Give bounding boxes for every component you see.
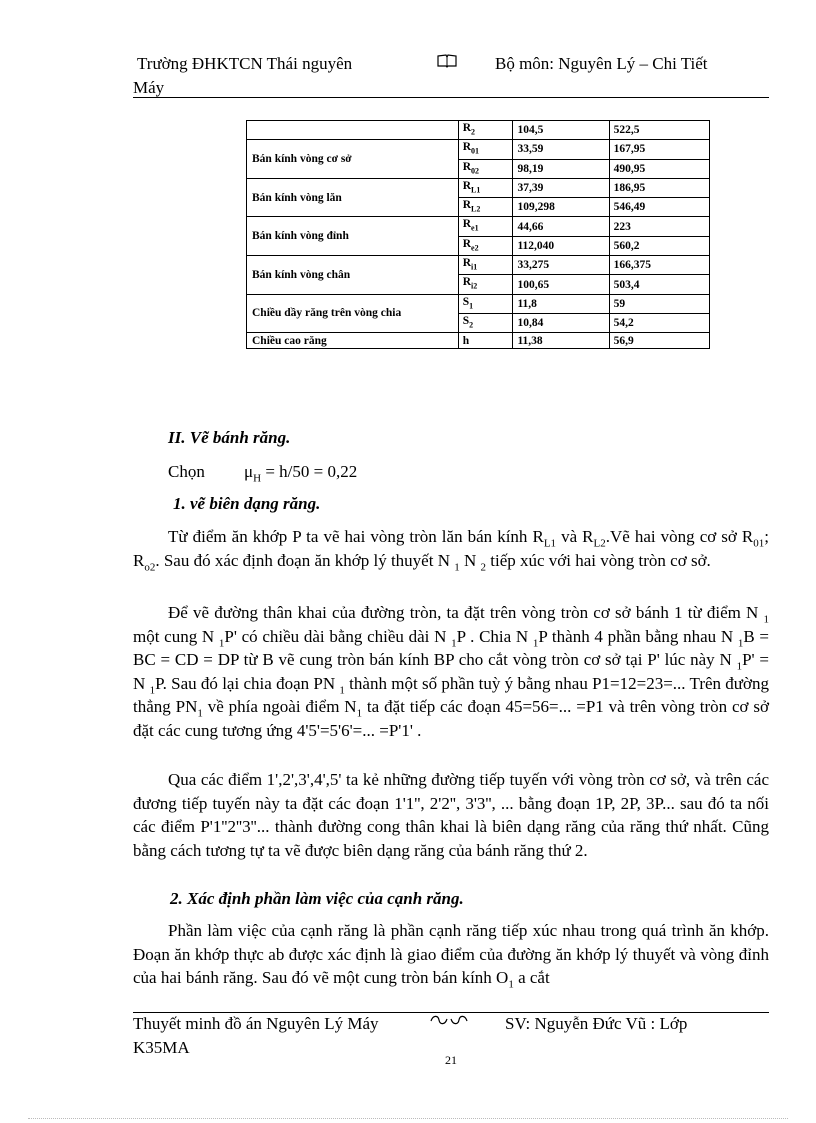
table-cell: Chiều cao răng	[247, 333, 459, 349]
table-row	[247, 178, 710, 197]
ornament-icon	[429, 1012, 469, 1036]
table-cell: $S_1$	[458, 294, 513, 313]
table-cell: 98,19	[513, 159, 609, 178]
table-cell: 10,84	[513, 313, 609, 332]
table-cell: 503,4	[609, 275, 709, 294]
table-cell: 44,66	[513, 217, 609, 236]
table-cell: Bán kính vòng lăn	[247, 178, 459, 217]
subsection-heading: 2. Xác định phần làm việc của cạnh răng.	[170, 889, 464, 908]
footer-title: Thuyết minh đồ án Nguyên Lý Máy	[133, 1014, 379, 1033]
table-cell: $R_{i2}$	[458, 275, 513, 294]
table-cell: $S_2$	[458, 313, 513, 332]
table-cell: $R_{01}$	[458, 140, 513, 159]
table-cell: 223	[609, 217, 709, 236]
subsection-heading: 1. vẽ biên dạng răng.	[173, 494, 321, 513]
section-heading: II. Vẽ bánh răng.	[168, 428, 291, 447]
table-cell: $R_{L2}$	[458, 198, 513, 217]
header-department: Bộ môn: Nguyên Lý – Chi Tiết	[495, 54, 708, 73]
table-cell: 490,95	[609, 159, 709, 178]
table-cell: 560,2	[609, 236, 709, 255]
table-cell: 37,39	[513, 178, 609, 197]
table-cell	[247, 121, 459, 140]
table-row	[247, 256, 710, 275]
table-cell: $R_{i1}$	[458, 256, 513, 275]
paragraph: Từ điểm ăn khớp P ta vẽ hai vòng tròn lăn bán kính $R_{L1}$ và $R_{L2}.Vẽ$ hai vòng cơ sở $R_{01}$; $R_{o2}$. Sau đó xác định đoạn ăn khớp lý thuyết N $_1$ N $_2$ tiếp xúc với hai vòng tròn cơ sở.	[133, 527, 769, 573]
table-cell: $R_{e1}$	[458, 217, 513, 236]
paragraph: Qua các điểm 1',2',3',4',5' ta kẻ những đường tiếp tuyến với vòng tròn cơ sở, và trên các đương tiếp tuyến này ta đặt các đoạn 1'1'', 2'2'', 3'3'', ... bằng đoạn 1P, 2P, 3P... sau đó ta nối các điểm P'1''2''3''... thành đường cong thân khai là biên dạng răng của răng thứ nhất. Cũng bằng cách tương tự ta vẽ được biên dạng răng của bánh răng thứ 2.	[133, 770, 769, 860]
scale-formula: $\mu_H = h/50 = 0,22$	[244, 462, 358, 485]
footer-student: SV: Nguyễn Đức Vũ : Lớp	[505, 1014, 688, 1033]
choose-label: Chọn	[168, 462, 205, 481]
table-cell: 33,275	[513, 256, 609, 275]
footer-class: K35MA	[133, 1038, 190, 1057]
table-cell: $R_{02}$	[458, 159, 513, 178]
table-cell: 11,38	[513, 333, 609, 349]
table-cell: $R_{e2}$	[458, 236, 513, 255]
table-cell: 166,375	[609, 256, 709, 275]
table-cell: h	[458, 333, 513, 349]
page-number: 21	[445, 1053, 457, 1067]
table-cell: 522,5	[609, 121, 709, 140]
book-icon	[437, 52, 457, 76]
table-row	[247, 121, 710, 140]
paragraph: Phần làm việc của cạnh răng là phần cạnh răng tiếp xúc nhau trong quá trình ăn khớp. Đoạn ăn khớp thực ab được xác định là giao điểm của đường ăn khớp lý thuyết và vòng đỉnh của hai bánh răng. Sau đó vẽ một cung tròn bán kính $O_1$ a cắt	[133, 921, 769, 991]
table-cell: 546,49	[609, 198, 709, 217]
table-cell: 167,95	[609, 140, 709, 159]
table-cell: 56,9	[609, 333, 709, 349]
header-department-wrap: Máy	[133, 78, 165, 97]
table-cell: 33,59	[513, 140, 609, 159]
paragraph: Để vẽ đường thân khai của đường tròn, ta đặt trên vòng tròn cơ sở bánh 1 từ điểm N $_1$ một cung N $_1$P' có chiều dài bằng chiều dài N $_1$P . Chia N $_1$P thành 4 phần bằng nhau N $_1$B = BC = CD = DP từ B vẽ cung tròn bán kính BP cho cắt vòng tròn cơ sở tại P' lúc này N $_1$P' = N $_1$P. Sau đó lại chia đoạn PN $_1$ thành một số phần tuỳ ý bằng nhau P1=12=23=... Trên đường thẳng $PN_1$ về phía ngoài điểm $N_1$ ta đặt tiếp các đoạn 45=56=... =P1 và trên vòng tròn cơ sở đặt các cung tương ứng 4'5'=5'6'=... =P'1' .	[133, 603, 770, 740]
table-cell: Bán kính vòng chân	[247, 256, 459, 295]
table-row	[247, 333, 710, 349]
table-cell: 59	[609, 294, 709, 313]
table-cell: Bán kính vòng cơ sở	[247, 140, 459, 179]
table-cell: 100,65	[513, 275, 609, 294]
table-cell: 112,040	[513, 236, 609, 255]
table-cell: $R_2$	[458, 121, 513, 140]
scale-choice	[168, 462, 358, 485]
table-row	[247, 294, 710, 313]
table-row	[247, 140, 710, 159]
table-cell: 104,5	[513, 121, 609, 140]
table-cell: 11,8	[513, 294, 609, 313]
table-cell: $R_{L1}$	[458, 178, 513, 197]
table-cell: Bán kính vòng đỉnh	[247, 217, 459, 256]
table-cell: 109,298	[513, 198, 609, 217]
page-bottom-border	[28, 1118, 788, 1119]
table-cell: 186,95	[609, 178, 709, 197]
header-school: Trường ĐHKTCN Thái nguyên	[137, 54, 353, 73]
header-divider	[133, 97, 769, 98]
table-cell: 54,2	[609, 313, 709, 332]
table-cell: Chiều dầy răng trên vòng chia	[247, 294, 459, 333]
table-row	[247, 217, 710, 236]
gear-parameter-table	[246, 120, 710, 349]
